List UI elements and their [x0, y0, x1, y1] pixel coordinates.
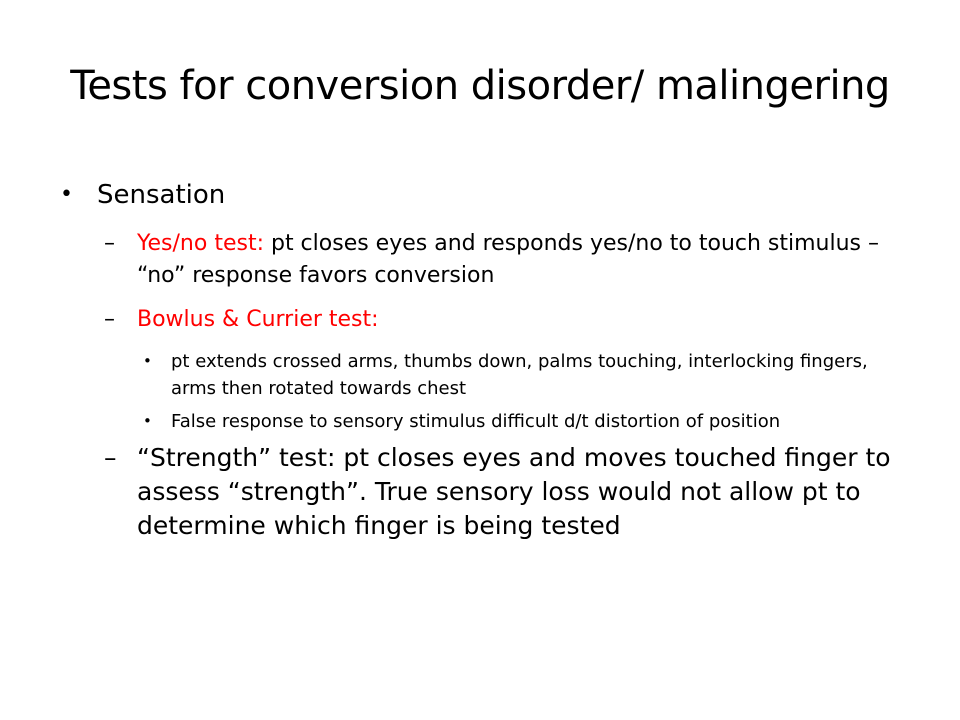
bullet-dot-icon: • [143, 352, 152, 370]
bullet-bowlus-procedure [60, 348, 910, 402]
dash-icon: – [104, 231, 115, 256]
yes-no-test-label: Yes/no test: [137, 231, 264, 256]
bullet-bowlus-false-response [60, 408, 910, 435]
bullet-sensation [60, 176, 910, 214]
bowlus-currier-test-label: Bowlus & Currier test: [137, 307, 379, 332]
bullet-yes-no-test [60, 228, 910, 292]
bowlus-procedure-text: pt extends crossed arms, thumbs down, palms touching, interlocking fingers, arms then rotated towards chest [171, 351, 868, 399]
slide-body [60, 176, 910, 555]
bullet-strength-test [60, 441, 910, 543]
slide-title: Tests for conversion disorder/ malingering [70, 63, 890, 109]
yes-no-test-text: pt closes eyes and responds yes/no to touch stimulus – “no” response favors conversion [137, 231, 880, 288]
bullet-dot-icon: • [60, 182, 73, 207]
bullet-bowlus-currier-test [60, 304, 910, 336]
bowlus-false-response-text: False response to sensory stimulus difficult d/t distortion of position [171, 411, 781, 432]
dash-icon: – [104, 307, 115, 332]
dash-icon: – [104, 443, 117, 472]
bullet-sensation-text: Sensation [97, 180, 226, 210]
strength-test-text: “Strength” test: pt closes eyes and moves touched finger to assess “strength”. True sensory loss would not allow pt to determine which finger is being tested [137, 443, 891, 540]
bullet-dot-icon: • [143, 412, 152, 430]
